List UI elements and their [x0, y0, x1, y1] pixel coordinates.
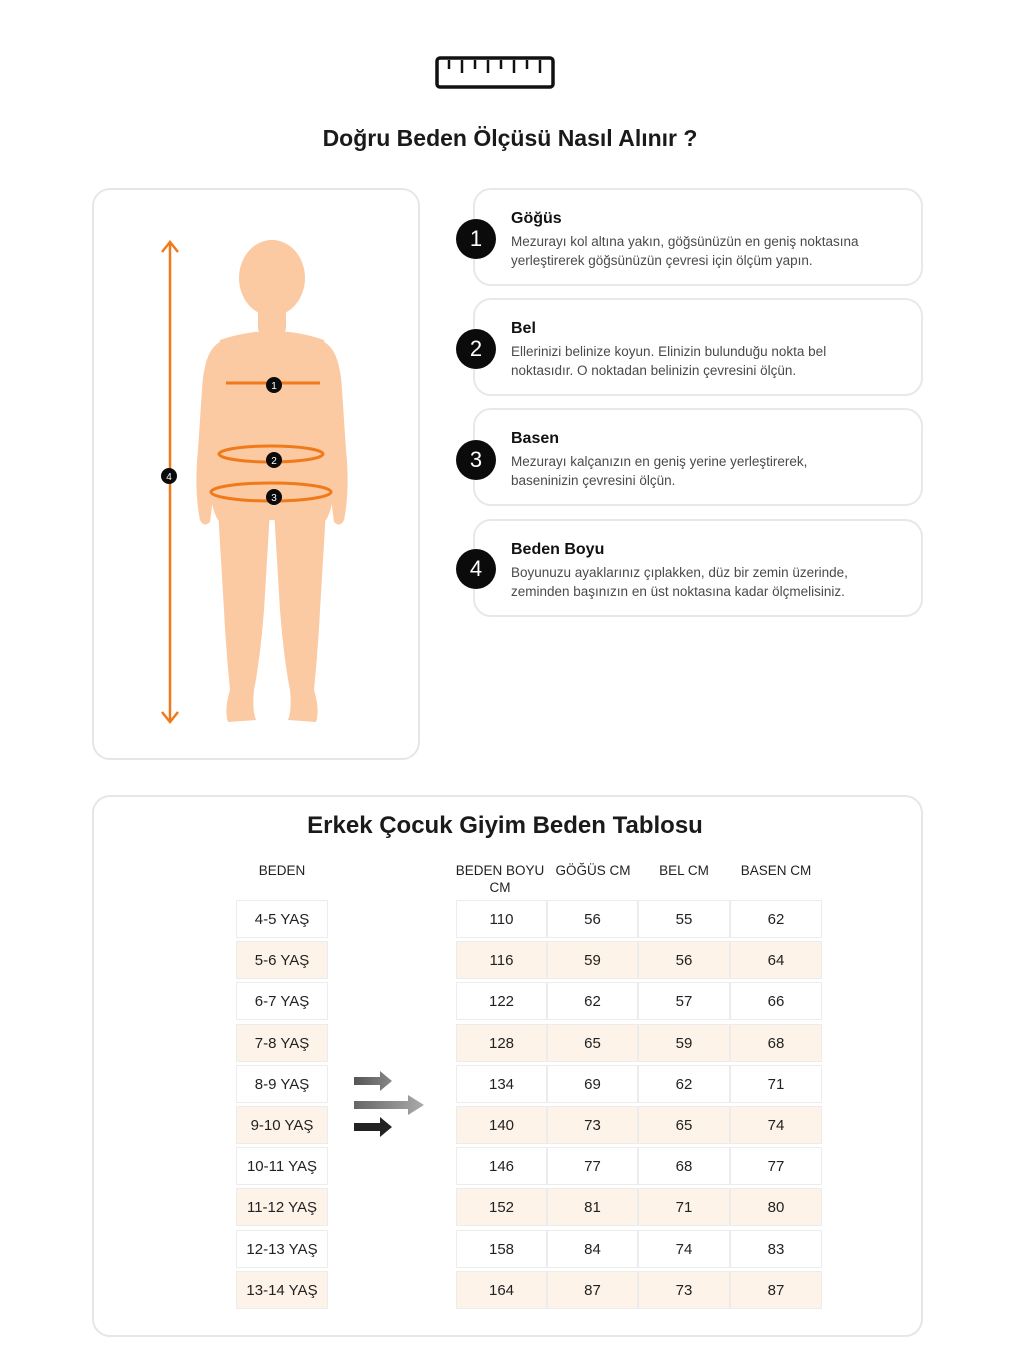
body-diagram-card — [92, 188, 420, 760]
arrows-right-icon — [352, 1070, 426, 1140]
step-card-waist — [473, 298, 923, 396]
height-cell: 110 — [456, 900, 547, 938]
size-cell: 8-9 YAŞ — [236, 1065, 328, 1103]
height-cell: 146 — [456, 1147, 547, 1185]
column-header-height: BEDEN BOYU CM — [455, 863, 545, 895]
step-number-badge: 1 — [456, 219, 496, 259]
chest-cell: 69 — [547, 1065, 638, 1103]
step-title: Basen — [511, 430, 560, 447]
step-description: Boyunuzu ayaklarınız çıplakken, düz bir zemin üzerinde, zeminden başınızın en üst noktasına kadar ölçmelisiniz. — [511, 565, 848, 599]
size-table-title: Erkek Çocuk Giyim Beden Tablosu — [307, 812, 703, 839]
chest-marker — [266, 377, 282, 393]
step-card-hip — [473, 408, 923, 506]
height-cell: 128 — [456, 1024, 547, 1062]
column-header-chest: GÖĞÜS CM — [555, 863, 631, 878]
hip-cell: 83 — [730, 1230, 822, 1268]
height-cell: 152 — [456, 1188, 547, 1226]
hip-cell: 68 — [730, 1024, 822, 1062]
waist-cell: 74 — [638, 1230, 730, 1268]
waist-cell: 57 — [638, 982, 730, 1020]
step-number-badge: 2 — [456, 329, 496, 369]
waist-cell: 56 — [638, 941, 730, 979]
chest-cell: 73 — [547, 1106, 638, 1144]
hip-marker — [266, 489, 282, 505]
step-number-badge: 3 — [456, 440, 496, 480]
svg-text:2: 2 — [271, 456, 277, 467]
column-header-size: BEDEN — [258, 863, 306, 878]
hip-cell: 74 — [730, 1106, 822, 1144]
step-description: Mezurayı kalçanızın en geniş yerine yerleştirerek, baseninizin çevresini ölçün. — [511, 454, 808, 488]
step-description: Mezurayı kol altına yakın, göğsünüzün en geniş noktasına yerleştirerek göğsünüzün çevresi için ölçüm yapın. — [511, 234, 859, 268]
svg-text:4: 4 — [166, 472, 172, 483]
ruler-icon — [435, 55, 555, 89]
hip-cell: 71 — [730, 1065, 822, 1103]
svg-text:1: 1 — [271, 381, 277, 392]
size-cell: 4-5 YAŞ — [236, 900, 328, 938]
waist-cell: 65 — [638, 1106, 730, 1144]
hip-cell: 66 — [730, 982, 822, 1020]
waist-cell: 55 — [638, 900, 730, 938]
size-cell: 9-10 YAŞ — [236, 1106, 328, 1144]
column-header-waist: BEL CM — [659, 863, 709, 878]
height-cell: 164 — [456, 1271, 547, 1309]
waist-cell: 73 — [638, 1271, 730, 1309]
chest-cell: 62 — [547, 982, 638, 1020]
height-cell: 122 — [456, 982, 547, 1020]
chest-cell: 56 — [547, 900, 638, 938]
height-cell: 116 — [456, 941, 547, 979]
step-number-badge: 4 — [456, 549, 496, 589]
step-title: Bel — [511, 320, 536, 337]
step-card-chest — [473, 188, 923, 286]
step-description: Ellerinizi belinize koyun. Elinizin bulunduğu nokta bel noktasıdır. O noktadan belinizin çevresini ölçün. — [511, 344, 827, 378]
height-cell: 134 — [456, 1065, 547, 1103]
waist-cell: 62 — [638, 1065, 730, 1103]
chest-cell: 59 — [547, 941, 638, 979]
chest-cell: 84 — [547, 1230, 638, 1268]
waist-cell: 68 — [638, 1147, 730, 1185]
chest-cell: 77 — [547, 1147, 638, 1185]
height-cell: 140 — [456, 1106, 547, 1144]
chest-cell: 65 — [547, 1024, 638, 1062]
step-title: Beden Boyu — [511, 541, 605, 558]
column-header-hip: BASEN CM — [740, 863, 812, 878]
chest-cell: 87 — [547, 1271, 638, 1309]
height-marker — [161, 468, 177, 484]
waist-marker — [266, 452, 282, 468]
step-card-height — [473, 519, 923, 617]
height-cell: 158 — [456, 1230, 547, 1268]
body-figure-illustration — [94, 190, 422, 762]
hip-cell: 62 — [730, 900, 822, 938]
hip-cell: 64 — [730, 941, 822, 979]
svg-text:3: 3 — [271, 493, 277, 504]
page-title: Doğru Beden Ölçüsü Nasıl Alınır ? — [322, 125, 698, 151]
size-cell: 13-14 YAŞ — [236, 1271, 328, 1309]
waist-cell: 71 — [638, 1188, 730, 1226]
size-cell: 6-7 YAŞ — [236, 982, 328, 1020]
waist-cell: 59 — [638, 1024, 730, 1062]
hip-cell: 77 — [730, 1147, 822, 1185]
size-cell: 5-6 YAŞ — [236, 941, 328, 979]
hip-cell: 87 — [730, 1271, 822, 1309]
step-title: Göğüs — [511, 210, 562, 227]
chest-cell: 81 — [547, 1188, 638, 1226]
size-cell: 11-12 YAŞ — [236, 1188, 328, 1226]
size-cell: 12-13 YAŞ — [236, 1230, 328, 1268]
size-cell: 10-11 YAŞ — [236, 1147, 328, 1185]
hip-cell: 80 — [730, 1188, 822, 1226]
size-cell: 7-8 YAŞ — [236, 1024, 328, 1062]
